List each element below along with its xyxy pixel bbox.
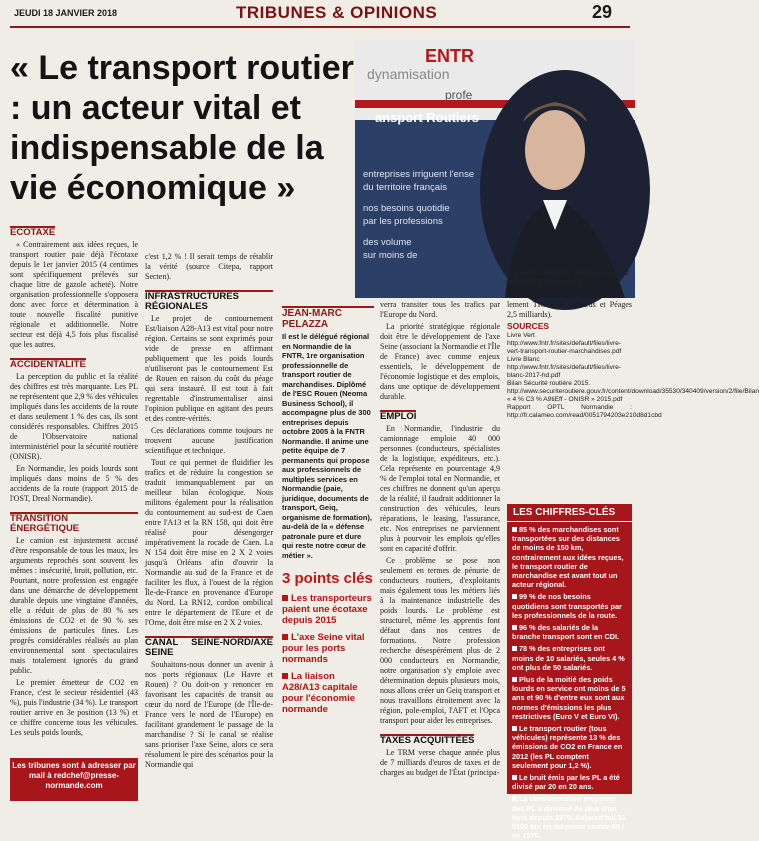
- subheading-canal: CANAL SEINE-NORD/AXE SEINE: [145, 637, 273, 658]
- paragraph: Le premier émetteur de CO2 en France, c'est le secteur résidentiel (43 %), puis l'industrie (34 %). Le transport routier arrive en 3e position (13 %) et ce chiffre concerne tous les véhicules. Les seuls poids lourds,: [10, 678, 138, 737]
- paragraph: Ce problème se pose non seulement en termes de pénurie de conducteurs routiers, d'exploitants mais également tous les métiers liés à la maintenance industrielle des poids lourds. Le problème est structurel, même les apprentis font défaut dans nos centres de formations. Notre profession recherche désespérément plus de 2 000 conducteurs en Normandie, notre organisation s'y emploie avec détermination depuis plusieurs mois, nous allons créer un Geiq transport et nous travaillons étroitement avec la région, pole-emploi, l'AFT et l'Opca transport pour aider les entreprises.: [380, 556, 500, 725]
- banner-text: dynamisation: [367, 66, 450, 82]
- slide-line: entreprises irriguent l'ense: [363, 169, 475, 180]
- photo-caption: Jean-Marc Pelazza, délégué régional de la FNTR Normandie: [505, 268, 629, 286]
- key-point-text: La liaison A28/A13 capitale pour l'économie normande: [282, 671, 358, 715]
- key-figure-text: Le bruit émis par les PL a été divisé par 20 en 20 ans.: [512, 773, 620, 792]
- key-figure-item: [507, 641, 632, 672]
- column-5: [507, 300, 759, 420]
- source-link[interactable]: http://www.fntr.fr/sites/default/files/livre-vert-transport-routier-marchandises.pdf: [507, 340, 622, 355]
- key-figure-item: [507, 791, 632, 840]
- author-name: JEAN-MARC PELAZZA: [282, 306, 374, 330]
- column-1: [10, 220, 138, 740]
- slide-line: par les professions: [363, 216, 443, 227]
- bullet-square-icon: [282, 595, 288, 601]
- key-figure-text: La consommation moyenne des PL a diminué de plus d'un tiers depuis 1970. Aujourd'hui 31 l/100 km en moyenne contre 50 l en 1970.: [512, 794, 626, 841]
- paragraph: Ces déclarations comme toujours ne trouvent aucune justification scientifique et technique.: [145, 426, 273, 455]
- paragraph: La priorité stratégique régionale doit être le développement de l'axe Seine (associant la Normandie et l'Île de France) avec comme enjeux essentiels, le développement de l'économie logistique et des emplois, dans une optique de développement durable.: [380, 322, 500, 401]
- bullet-square-icon: [512, 646, 517, 651]
- paragraph: verra transiter tous les trafics par l'Europe du Nord.: [380, 300, 500, 319]
- paragraph: En Normandie, les poids lourds sont impliqués dans moins de 5 % des accidents de la route (rapport 2015 de l'OST, Dreal Normandie).: [10, 464, 138, 503]
- banner-text: ansport Routiers: [375, 110, 480, 125]
- source-line: Livre Blanc: [507, 356, 540, 363]
- portrait-photo: [355, 40, 635, 298]
- source-link[interactable]: http://www.fntr.fr/sites/default/files/livre-blanc-2017-hd.pdf: [507, 364, 621, 379]
- column-3: [282, 300, 374, 715]
- subheading-accidentalite: ACCIDENTALITÉ: [10, 359, 86, 370]
- paragraph: Souhaitons-nous donner un avenir à nos ports régionaux (Le Havre et Rouen) ? Ou doit-on y renoncer en favorisant les capacités de transit au cœur du nord de l'Europe (de l'Île-de-France vers le nord de l'Europe) en facilitant grandement le passage de la marchandise ? Si le canal se réalise sans prioriser l'axe Seine, alors ce sera résolument le pire des scénarios pour la Normandie qui: [145, 660, 273, 769]
- sources-block: [507, 321, 759, 420]
- bullet-square-icon: [512, 594, 517, 599]
- section-title: TRIBUNES & OPINIONS: [236, 3, 438, 22]
- key-figures-box: [507, 504, 632, 841]
- key-point: [282, 671, 374, 715]
- key-figure-text: Le transport routier (tous véhicules) représente 13 % des émissions de CO2 en France en 2012 (les PL comptent seulement pour 1,2 %).: [512, 724, 623, 770]
- slide-line: sur moins de: [363, 250, 418, 261]
- column-2: [145, 252, 273, 772]
- subheading-ecotaxe: ÉCOTAXE: [10, 227, 56, 238]
- slide-line: nos besoins quotidie: [363, 203, 450, 214]
- key-figure-item: [507, 620, 632, 641]
- slide-text: [363, 168, 474, 262]
- key-point: [282, 593, 374, 626]
- paragraph: En Normandie, l'industrie du camionnage emploie 40 000 personnes (conducteurs, spécialistes de la logistique, expéditeurs, etc.). Cela représente en pourcentage 4,9 % de l'emploi total en Normandie, et ces chiffres ne donnent qu'un aperçu de la réalité, il faudrait additionner la construction des véhicules, leurs réparations, le leasing, l'assurance, etc. Nos entreprises ne parviennent plus à pourvoir les emplois qu'elles sont en capacité d'offrir.: [380, 424, 500, 553]
- source-link[interactable]: Rapport OPTL Normandie : http://fr.calameo.com/read/0051794203e210d8d1cbd: [507, 404, 662, 419]
- slide-line: du territoire français: [363, 182, 447, 193]
- bullet-square-icon: [282, 673, 288, 679]
- paragraph: Le projet de contournement Est/liaison A28-A13 est vital pour notre région. Certains se sont exprimés pour vide de presse en affirmant publiquement que les poids lourds n'utiliseront pas le contournement Est de Rouen en raison du coût du péage qui sera instauré. Il est tout à fait regrettable d'instrumentaliser ainsi l'opinion publique en agitant des peurs et des contre-vérités.: [145, 314, 273, 423]
- subheading-taxes: TAXES ACQUITTÉES: [380, 735, 475, 746]
- source-link[interactable]: http://www.securiteroutiere.gouv.fr/content/download/35530/340409/version/2/file/Bilan « 4 % C3 % A9tiEff - ONISR » 2015.pdf: [507, 388, 759, 403]
- column-4: [380, 300, 500, 780]
- header-rule: [10, 26, 630, 28]
- paragraph: lement TICPE 4 milliards et Péages 2,5 milliards).: [507, 300, 632, 319]
- key-figure-item: [507, 672, 632, 721]
- tribune-contact-box: Les tribunes sont à adresser par mail à redchef@presse-normande.com: [10, 758, 138, 801]
- issue-date: JEUDI 18 JANVIER 2018: [14, 8, 118, 18]
- bullet-square-icon: [512, 677, 517, 682]
- key-points-title: 3 points clés: [282, 570, 373, 587]
- sources-title: SOURCES: [507, 321, 550, 331]
- headline: « Le transport routier : un acteur vital et indispensable de la vie économique »: [10, 49, 354, 207]
- key-figure-item: [507, 721, 632, 770]
- subheading-infrastructures: INFRASTRUCTURES RÉGIONALES: [145, 290, 273, 312]
- key-figure-text: 85 % des marchandises sont transportées sur des distances de moins de 150 km, contrairement aux idées reçues, le transport routier de marchandise est avant tout un acteur régional.: [512, 525, 624, 590]
- bullet-square-icon: [512, 796, 517, 801]
- bullet-square-icon: [512, 625, 517, 630]
- key-figure-text: 99 % de nos besoins quotidiens sont transportés par les professionnels de la route.: [512, 592, 622, 620]
- banner-text: profe: [445, 88, 473, 102]
- key-figure-text: 96 % des salariés de la branche transport sont en CDI.: [512, 623, 620, 642]
- paragraph: Tout ce qui permet de fluidifier les trafics et de réduire la congestion se traduit immanquablement par un meilleur bilan écologique. Nous militons également pour la réalisation du contournement au sud-est de Caen entre l'A13 et la RN 158, qui doit être réalisé pour désengorger impérativement la rocade de Caen. La N 154 doit être mise en 2 X 2 voies jusqu'à Orléans afin d'ouvrir la Normandie au sud de la France et de faciliter les flux, à l'ouest de la région Île-de-France en provenance d'Europe du Nord. La RN12, cordon ombilical entre le département de l'Eure et de l'Orne, doit être mise en 2 X 2 voies.: [145, 458, 273, 627]
- source-line: Bilan Sécurité routière 2015.: [507, 380, 591, 387]
- key-figure-text: Plus de la moitié des poids lourds en service ont moins de 5 ans et 90 % d'entre eux sont aux normes d'émissions les plus restrictives (Euro V et Euro VI).: [512, 675, 626, 721]
- slide-line: des volume: [363, 237, 412, 248]
- subheading-emploi: EMPLOI: [380, 411, 417, 422]
- key-figure-item: [507, 522, 632, 589]
- key-point: [282, 632, 374, 665]
- key-point-text: L'axe Seine vital pour les ports normands: [282, 632, 365, 665]
- page-number: 29: [592, 2, 613, 22]
- key-figure-item: [507, 589, 632, 620]
- bullet-square-icon: [512, 726, 517, 731]
- paragraph: « Contrairement aux idées reçues, le transport routier paie déjà l'écotaxe depuis le 1er janvier 2015 (4 centimes sont spécifiquement prélevés sur chaque litre de gazole acheté). Notre organisation professionnelle s'opposera donc avec force et détermination à toute nouvelle fiscalité punitive régionale et additionnelle. Notre secteur est déjà 4,5 fois plus fiscalisé que les autres.: [10, 240, 138, 349]
- paragraph: Le camion est injustement accusé d'être responsable de tous les maux, les arguments reprochés sont souvent les mêmes : insécurité, bruit, pollution, etc. Pourtant, notre profession est engagée dans une démarche de développement durable depuis une vingtaine d'années, elle a réduit de plus de 80 % ses émissions de CO2 et de 90 % ses émissions de particules fines. Les progrès considérables réalisés au plan environnemental sont spectaculaires mais totalement ignorés du grand public.: [10, 536, 138, 675]
- author-bio: Il est le délégué régional en Normandie de la FNTR, 1re organisation professionnelle de transport routier de marchandises. Diplômé de l'ESC Rouen (Neoma Business School), il accompagne plus de 300 entreprises depuis octobre 2005 à la FNTR Normandie. Il anime une petite équipe de 7 permanents qui propose aux professionnels de multiples services en Normandie (paie, juridique, documents de transport, Geiq, organisme de formation), au-delà de la « défense patronale pure et dure qui reste notre cœur de métier ».: [282, 332, 373, 560]
- subheading-transition: TRANSITION ÉNERGÉTIQUE: [10, 512, 138, 534]
- bullet-square-icon: [512, 527, 517, 532]
- key-figures-title: LES CHIFFRES-CLÉS: [507, 504, 632, 522]
- bullet-square-icon: [282, 634, 288, 640]
- paragraph: c'est 1,2 % ! Il serait temps de rétablir la vérité (source Citepa, rapport Secten).: [145, 252, 273, 281]
- bullet-square-icon: [512, 775, 517, 780]
- key-figure-item: [507, 770, 632, 791]
- banner-text: ENTR: [425, 46, 474, 66]
- key-point-text: Les transporteurs paient une écotaxe depuis 2015: [282, 593, 372, 626]
- paragraph: Le TRM verse chaque année plus de 7 milliards d'euros de taxes et de charges au budget de l'État (principa-: [380, 748, 500, 777]
- key-figure-text: 78 % des entreprises ont moins de 10 salariés, seules 4 % ont plus de 50 salariés.: [512, 644, 625, 672]
- paragraph: La perception du public et la réalité des chiffres est très marquante. Les PL ne représentent que 2,9 % des véhicules impliqués dans les accidents de la route et dans seulement 1 % des cas, ils sont considérés responsables. Chiffres 2015 de l'Observatoire national interministériel pour la sécurité routière (ONISR).: [10, 372, 138, 461]
- source-line: Livre Vert: [507, 332, 535, 339]
